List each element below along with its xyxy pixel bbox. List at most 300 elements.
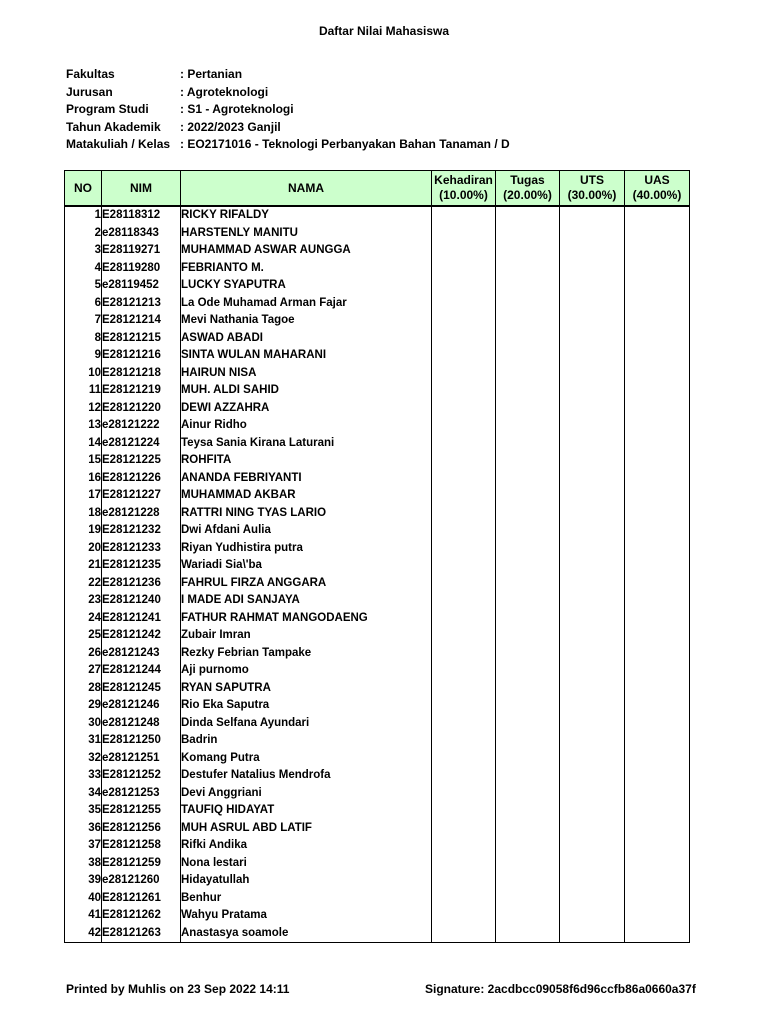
cell-nim: E28121240 xyxy=(102,592,181,610)
cell-tugas xyxy=(496,732,560,750)
cell-uas xyxy=(625,382,690,400)
meta-row-jurusan xyxy=(66,84,510,102)
cell-no: 20 xyxy=(65,540,102,558)
cell-tugas xyxy=(496,680,560,698)
cell-nama: FAHRUL FIRZA ANGGARA xyxy=(181,575,432,593)
cell-uts xyxy=(560,435,625,453)
cell-nim: E28118312 xyxy=(102,206,181,225)
cell-kehadiran xyxy=(432,400,496,418)
cell-nama: FEBRIANTO M. xyxy=(181,260,432,278)
table-row xyxy=(65,540,690,558)
table-row xyxy=(65,295,690,313)
cell-nama: FATHUR RAHMAT MANGODAENG xyxy=(181,610,432,628)
cell-nama: Dinda Selfana Ayundari xyxy=(181,715,432,733)
cell-no: 9 xyxy=(65,347,102,365)
cell-nama: Rifki Andika xyxy=(181,837,432,855)
cell-nama: Rezky Febrian Tampake xyxy=(181,645,432,663)
cell-uts xyxy=(560,767,625,785)
cell-no: 35 xyxy=(65,802,102,820)
header-nama: NAMA xyxy=(181,171,432,207)
cell-uts xyxy=(560,540,625,558)
table-row xyxy=(65,206,690,225)
cell-tugas xyxy=(496,206,560,225)
header-uas-weight: (40.00%) xyxy=(632,188,682,202)
header-no: NO xyxy=(65,171,102,207)
cell-tugas xyxy=(496,242,560,260)
cell-nama: Ainur Ridho xyxy=(181,417,432,435)
cell-uts xyxy=(560,907,625,925)
cell-uas xyxy=(625,225,690,243)
cell-nama: Hidayatullah xyxy=(181,872,432,890)
cell-uas xyxy=(625,487,690,505)
cell-uas xyxy=(625,750,690,768)
cell-nim: E28121262 xyxy=(102,907,181,925)
table-row xyxy=(65,925,690,943)
cell-no: 26 xyxy=(65,645,102,663)
cell-uas xyxy=(625,662,690,680)
cell-no: 2 xyxy=(65,225,102,243)
cell-nama: ANANDA FEBRIYANTI xyxy=(181,470,432,488)
cell-nim: E28121252 xyxy=(102,767,181,785)
table-row xyxy=(65,680,690,698)
cell-no: 40 xyxy=(65,890,102,908)
cell-nama: Destufer Natalius Mendrofa xyxy=(181,767,432,785)
cell-uas xyxy=(625,470,690,488)
cell-kehadiran xyxy=(432,592,496,610)
cell-no: 11 xyxy=(65,382,102,400)
cell-kehadiran xyxy=(432,330,496,348)
cell-nim: e28118343 xyxy=(102,225,181,243)
cell-no: 4 xyxy=(65,260,102,278)
header-uas-label: UAS xyxy=(644,173,670,187)
cell-uas xyxy=(625,312,690,330)
cell-uts xyxy=(560,242,625,260)
cell-nama: Riyan Yudhistira putra xyxy=(181,540,432,558)
cell-nim: e28121222 xyxy=(102,417,181,435)
cell-no: 36 xyxy=(65,820,102,838)
cell-kehadiran xyxy=(432,662,496,680)
cell-nim: e28121243 xyxy=(102,645,181,663)
cell-uas xyxy=(625,890,690,908)
cell-nim: E28121256 xyxy=(102,820,181,838)
cell-kehadiran xyxy=(432,855,496,873)
cell-kehadiran xyxy=(432,575,496,593)
cell-no: 5 xyxy=(65,277,102,295)
cell-tugas xyxy=(496,277,560,295)
cell-nim: E28121226 xyxy=(102,470,181,488)
cell-tugas xyxy=(496,382,560,400)
meta-value: : Pertanian xyxy=(180,66,242,84)
cell-nim: E28121232 xyxy=(102,522,181,540)
cell-kehadiran xyxy=(432,750,496,768)
cell-nama: SINTA WULAN MAHARANI xyxy=(181,347,432,365)
cell-uts xyxy=(560,277,625,295)
cell-tugas xyxy=(496,575,560,593)
table-row xyxy=(65,890,690,908)
cell-nama: MUH ASRUL ABD LATIF xyxy=(181,820,432,838)
printed-by: Printed by Muhlis on 23 Sep 2022 14:11 xyxy=(66,982,290,996)
cell-tugas xyxy=(496,750,560,768)
cell-tugas xyxy=(496,400,560,418)
table-header-row xyxy=(65,171,690,207)
cell-uts xyxy=(560,890,625,908)
cell-tugas xyxy=(496,312,560,330)
cell-uts xyxy=(560,697,625,715)
table-row xyxy=(65,277,690,295)
grades-table-body xyxy=(65,206,690,943)
cell-kehadiran xyxy=(432,242,496,260)
header-kehadiran xyxy=(432,171,496,207)
cell-no: 37 xyxy=(65,837,102,855)
cell-kehadiran xyxy=(432,872,496,890)
table-row xyxy=(65,382,690,400)
cell-nim: e28121253 xyxy=(102,785,181,803)
cell-nama: Rio Eka Saputra xyxy=(181,697,432,715)
table-row xyxy=(65,347,690,365)
cell-no: 29 xyxy=(65,697,102,715)
cell-nama: Anastasya soamole xyxy=(181,925,432,943)
cell-uts xyxy=(560,260,625,278)
table-row xyxy=(65,522,690,540)
cell-nama: La Ode Muhamad Arman Fajar xyxy=(181,295,432,313)
signature: Signature: 2acdbcc09058f6d96ccfb86a0660a37f xyxy=(425,982,696,996)
cell-no: 23 xyxy=(65,592,102,610)
cell-uts xyxy=(560,470,625,488)
cell-nim: e28121248 xyxy=(102,715,181,733)
cell-uas xyxy=(625,365,690,383)
cell-uts xyxy=(560,417,625,435)
cell-uas xyxy=(625,522,690,540)
cell-uts xyxy=(560,382,625,400)
cell-tugas xyxy=(496,802,560,820)
table-row xyxy=(65,557,690,575)
cell-kehadiran xyxy=(432,732,496,750)
cell-tugas xyxy=(496,592,560,610)
cell-tugas xyxy=(496,540,560,558)
cell-nim: e28121246 xyxy=(102,697,181,715)
cell-nama: Teysa Sania Kirana Laturani xyxy=(181,435,432,453)
cell-uas xyxy=(625,680,690,698)
cell-no: 1 xyxy=(65,206,102,225)
cell-uts xyxy=(560,452,625,470)
table-row xyxy=(65,417,690,435)
cell-uts xyxy=(560,365,625,383)
cell-nim: E28121261 xyxy=(102,890,181,908)
cell-kehadiran xyxy=(432,925,496,943)
meta-label: Program Studi xyxy=(66,102,149,116)
cell-no: 28 xyxy=(65,680,102,698)
meta-row-tahun-akademik xyxy=(66,119,510,137)
meta-row-matakuliah xyxy=(66,136,510,154)
cell-uts xyxy=(560,330,625,348)
cell-nama: ASWAD ABADI xyxy=(181,330,432,348)
cell-nama: RICKY RIFALDY xyxy=(181,206,432,225)
cell-nama: Aji purnomo xyxy=(181,662,432,680)
cell-kehadiran xyxy=(432,557,496,575)
cell-nim: E28121218 xyxy=(102,365,181,383)
cell-tugas xyxy=(496,872,560,890)
cell-uas xyxy=(625,627,690,645)
cell-nim: e28121251 xyxy=(102,750,181,768)
cell-nim: E28121233 xyxy=(102,540,181,558)
table-row xyxy=(65,592,690,610)
table-row xyxy=(65,715,690,733)
cell-uas xyxy=(625,435,690,453)
cell-no: 22 xyxy=(65,575,102,593)
cell-tugas xyxy=(496,470,560,488)
cell-no: 12 xyxy=(65,400,102,418)
table-row xyxy=(65,750,690,768)
meta-row-fakultas xyxy=(66,66,510,84)
cell-uas xyxy=(625,767,690,785)
cell-no: 34 xyxy=(65,785,102,803)
cell-uts xyxy=(560,557,625,575)
cell-no: 15 xyxy=(65,452,102,470)
cell-tugas xyxy=(496,767,560,785)
cell-nama: Wahyu Pratama xyxy=(181,907,432,925)
cell-no: 18 xyxy=(65,505,102,523)
cell-nim: E28121255 xyxy=(102,802,181,820)
cell-no: 32 xyxy=(65,750,102,768)
header-uts xyxy=(560,171,625,207)
cell-no: 10 xyxy=(65,365,102,383)
cell-nim: E28121250 xyxy=(102,732,181,750)
cell-tugas xyxy=(496,715,560,733)
cell-uas xyxy=(625,715,690,733)
cell-nim: E28121241 xyxy=(102,610,181,628)
cell-uas xyxy=(625,802,690,820)
cell-kehadiran xyxy=(432,295,496,313)
cell-nama: Devi Anggriani xyxy=(181,785,432,803)
table-row xyxy=(65,732,690,750)
cell-kehadiran xyxy=(432,767,496,785)
table-row xyxy=(65,697,690,715)
header-uts-weight: (30.00%) xyxy=(567,188,617,202)
cell-nim: e28119452 xyxy=(102,277,181,295)
table-row xyxy=(65,260,690,278)
meta-value: : S1 - Agroteknologi xyxy=(180,101,294,119)
table-row xyxy=(65,610,690,628)
cell-uas xyxy=(625,400,690,418)
cell-uts xyxy=(560,505,625,523)
course-info xyxy=(66,66,510,154)
cell-nim: e28121260 xyxy=(102,872,181,890)
cell-kehadiran xyxy=(432,785,496,803)
cell-tugas xyxy=(496,505,560,523)
cell-kehadiran xyxy=(432,347,496,365)
cell-nama: HARSTENLY MANITU xyxy=(181,225,432,243)
cell-uts xyxy=(560,312,625,330)
cell-uts xyxy=(560,732,625,750)
cell-uas xyxy=(625,575,690,593)
cell-nim: E28119280 xyxy=(102,260,181,278)
cell-kehadiran xyxy=(432,312,496,330)
cell-uas xyxy=(625,452,690,470)
cell-nim: E28121225 xyxy=(102,452,181,470)
cell-nim: E28121213 xyxy=(102,295,181,313)
cell-tugas xyxy=(496,855,560,873)
cell-tugas xyxy=(496,925,560,943)
cell-uts xyxy=(560,575,625,593)
cell-nim: E28121242 xyxy=(102,627,181,645)
cell-uas xyxy=(625,855,690,873)
cell-nim: E28121215 xyxy=(102,330,181,348)
cell-nim: e28121228 xyxy=(102,505,181,523)
table-row xyxy=(65,505,690,523)
cell-kehadiran xyxy=(432,365,496,383)
cell-uts xyxy=(560,627,625,645)
cell-no: 25 xyxy=(65,627,102,645)
cell-uas xyxy=(625,330,690,348)
cell-kehadiran xyxy=(432,627,496,645)
cell-no: 42 xyxy=(65,925,102,943)
cell-tugas xyxy=(496,452,560,470)
cell-no: 13 xyxy=(65,417,102,435)
cell-tugas xyxy=(496,645,560,663)
cell-uas xyxy=(625,907,690,925)
table-row xyxy=(65,575,690,593)
cell-nama: I MADE ADI SANJAYA xyxy=(181,592,432,610)
cell-nama: MUHAMMAD AKBAR xyxy=(181,487,432,505)
cell-nim: E28121245 xyxy=(102,680,181,698)
cell-uts xyxy=(560,820,625,838)
cell-uts xyxy=(560,225,625,243)
meta-label: Tahun Akademik xyxy=(66,119,161,134)
meta-value: : 2022/2023 Ganjil xyxy=(180,119,281,137)
cell-uts xyxy=(560,522,625,540)
table-row xyxy=(65,452,690,470)
cell-no: 30 xyxy=(65,715,102,733)
cell-uas xyxy=(625,242,690,260)
cell-uas xyxy=(625,260,690,278)
cell-nama: DEWI AZZAHRA xyxy=(181,400,432,418)
cell-nim: E28121259 xyxy=(102,855,181,873)
header-tugas xyxy=(496,171,560,207)
cell-nama: Dwi Afdani Aulia xyxy=(181,522,432,540)
header-nim: NIM xyxy=(102,171,181,207)
cell-tugas xyxy=(496,225,560,243)
cell-no: 24 xyxy=(65,610,102,628)
cell-tugas xyxy=(496,365,560,383)
cell-uts xyxy=(560,487,625,505)
cell-nama: Nona lestari xyxy=(181,855,432,873)
cell-uas xyxy=(625,925,690,943)
cell-tugas xyxy=(496,890,560,908)
cell-kehadiran xyxy=(432,470,496,488)
cell-nim: E28121258 xyxy=(102,837,181,855)
cell-uas xyxy=(625,557,690,575)
cell-nama: MUH. ALDI SAHID xyxy=(181,382,432,400)
cell-no: 8 xyxy=(65,330,102,348)
cell-tugas xyxy=(496,557,560,575)
cell-tugas xyxy=(496,522,560,540)
cell-nim: E28121244 xyxy=(102,662,181,680)
cell-uts xyxy=(560,347,625,365)
cell-no: 6 xyxy=(65,295,102,313)
table-row xyxy=(65,662,690,680)
cell-kehadiran xyxy=(432,890,496,908)
cell-uts xyxy=(560,925,625,943)
cell-kehadiran xyxy=(432,837,496,855)
cell-nim: E28121263 xyxy=(102,925,181,943)
table-row xyxy=(65,820,690,838)
cell-tugas xyxy=(496,627,560,645)
cell-tugas xyxy=(496,330,560,348)
cell-kehadiran xyxy=(432,277,496,295)
cell-tugas xyxy=(496,295,560,313)
cell-kehadiran xyxy=(432,697,496,715)
cell-no: 7 xyxy=(65,312,102,330)
cell-kehadiran xyxy=(432,487,496,505)
cell-uts xyxy=(560,837,625,855)
table-row xyxy=(65,435,690,453)
cell-uas xyxy=(625,697,690,715)
meta-label: Jurusan xyxy=(66,84,113,99)
cell-nama: RATTRI NING TYAS LARIO xyxy=(181,505,432,523)
document-title: Daftar Nilai Mahasiswa xyxy=(318,24,450,38)
cell-uas xyxy=(625,820,690,838)
cell-uts xyxy=(560,680,625,698)
cell-uts xyxy=(560,206,625,225)
cell-no: 16 xyxy=(65,470,102,488)
cell-tugas xyxy=(496,610,560,628)
header-tugas-weight: (20.00%) xyxy=(503,188,552,202)
cell-nama: Komang Putra xyxy=(181,750,432,768)
cell-kehadiran xyxy=(432,540,496,558)
cell-uas xyxy=(625,540,690,558)
cell-tugas xyxy=(496,837,560,855)
cell-kehadiran xyxy=(432,382,496,400)
cell-no: 39 xyxy=(65,872,102,890)
cell-tugas xyxy=(496,697,560,715)
cell-uas xyxy=(625,295,690,313)
table-row xyxy=(65,627,690,645)
cell-kehadiran xyxy=(432,435,496,453)
cell-kehadiran xyxy=(432,417,496,435)
cell-tugas xyxy=(496,785,560,803)
cell-nama: RYAN SAPUTRA xyxy=(181,680,432,698)
cell-kehadiran xyxy=(432,522,496,540)
cell-uts xyxy=(560,802,625,820)
cell-no: 3 xyxy=(65,242,102,260)
cell-nim: E28121214 xyxy=(102,312,181,330)
cell-kehadiran xyxy=(432,610,496,628)
meta-value: : Agroteknologi xyxy=(180,84,268,102)
cell-tugas xyxy=(496,417,560,435)
meta-value: : EO2171016 - Teknologi Perbanyakan Bahan Tanaman / D xyxy=(180,136,510,154)
header-kehadiran-weight: (10.00%) xyxy=(439,188,488,202)
cell-tugas xyxy=(496,435,560,453)
cell-kehadiran xyxy=(432,225,496,243)
meta-label: Matakuliah / Kelas xyxy=(66,137,171,151)
cell-uts xyxy=(560,645,625,663)
cell-uts xyxy=(560,662,625,680)
cell-no: 17 xyxy=(65,487,102,505)
cell-uts xyxy=(560,855,625,873)
cell-no: 19 xyxy=(65,522,102,540)
table-row xyxy=(65,785,690,803)
cell-tugas xyxy=(496,260,560,278)
header-kehadiran-label: Kehadiran xyxy=(434,173,493,187)
table-row xyxy=(65,872,690,890)
cell-uas xyxy=(625,206,690,225)
cell-kehadiran xyxy=(432,505,496,523)
table-row xyxy=(65,225,690,243)
cell-nim: E28121235 xyxy=(102,557,181,575)
cell-uts xyxy=(560,785,625,803)
table-row xyxy=(65,487,690,505)
header-uts-label: UTS xyxy=(580,173,604,187)
